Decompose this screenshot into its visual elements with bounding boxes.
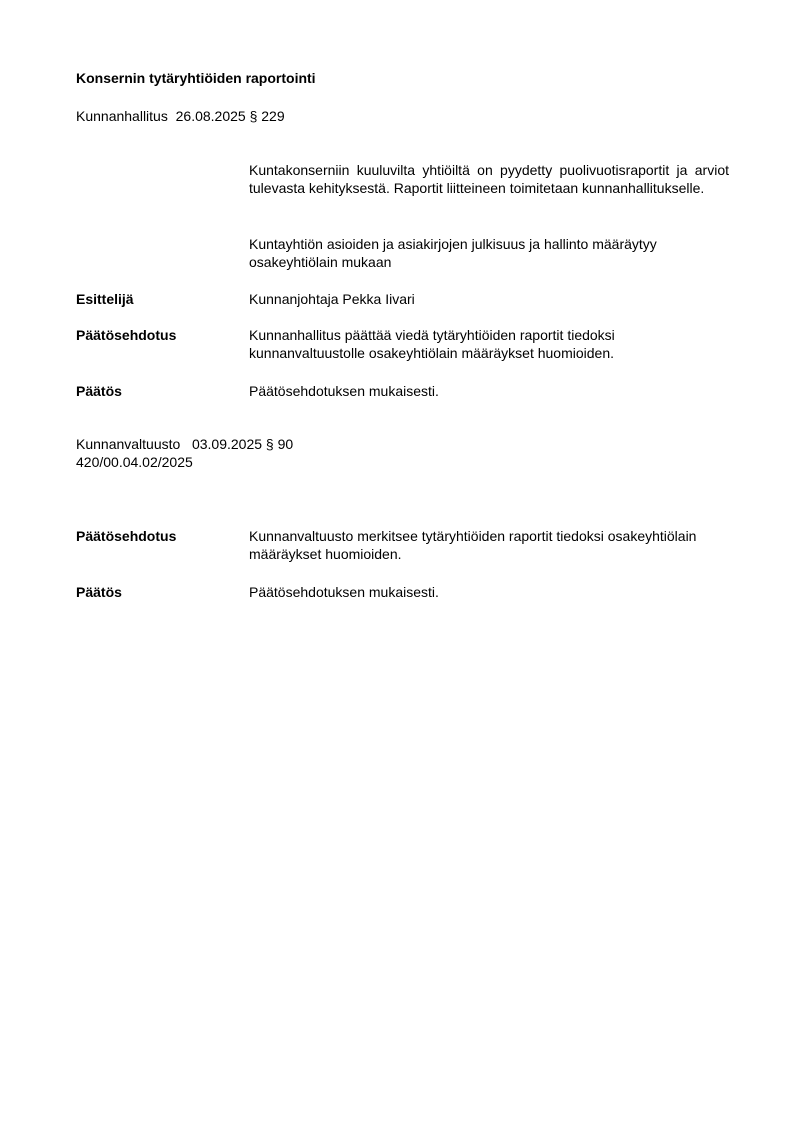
decision-value: Päätösehdotuksen mukaisesti. [249, 383, 439, 399]
decision-value: Päätösehdotuksen mukaisesti. [249, 584, 439, 600]
decision-label: Päätös [76, 383, 122, 399]
proposal-label: Päätösehdotus [76, 528, 177, 544]
proposal-label: Päätösehdotus [76, 327, 177, 343]
presenter-label: Esittelijä [76, 291, 134, 307]
presenter-value: Kunnanjohtaja Pekka Iivari [249, 291, 415, 307]
proposal-value: Kunnanvaltuusto merkitsee tytäryhtiöiden raportit tiedoksi osakeyhtiölain määräykset huomioiden. [249, 528, 697, 562]
page-title: Konsernin tytäryhtiöiden raportointi [76, 70, 316, 86]
decision-label: Päätös [76, 584, 122, 600]
diary-number: 420/00.04.02/2025 [76, 454, 193, 470]
paragraph-reports-requested: Kuntakonserniin kuuluvilta yhtiöiltä on pyydetty puolivuotisraportit ja arviot tulevasta kehityksestä. Raportit liitteineen toimitetaan kunnanhallitukselle. [249, 162, 729, 196]
meeting-kunnanhallitus: Kunnanhallitus 26.08.2025 § 229 [76, 108, 285, 124]
meeting-kunnanvaltuusto: Kunnanvaltuusto 03.09.2025 § 90 [76, 436, 294, 452]
proposal-value: Kunnanhallitus päättää viedä tytäryhtiöiden raportit tiedoksi kunnanvaltuustolle osakeyhtiölain määräykset huomioiden. [249, 327, 615, 361]
paragraph-publicity: Kuntayhtiön asioiden ja asiakirjojen julkisuus ja hallinto määräytyy osakeyhtiölain mukaan [249, 236, 657, 270]
